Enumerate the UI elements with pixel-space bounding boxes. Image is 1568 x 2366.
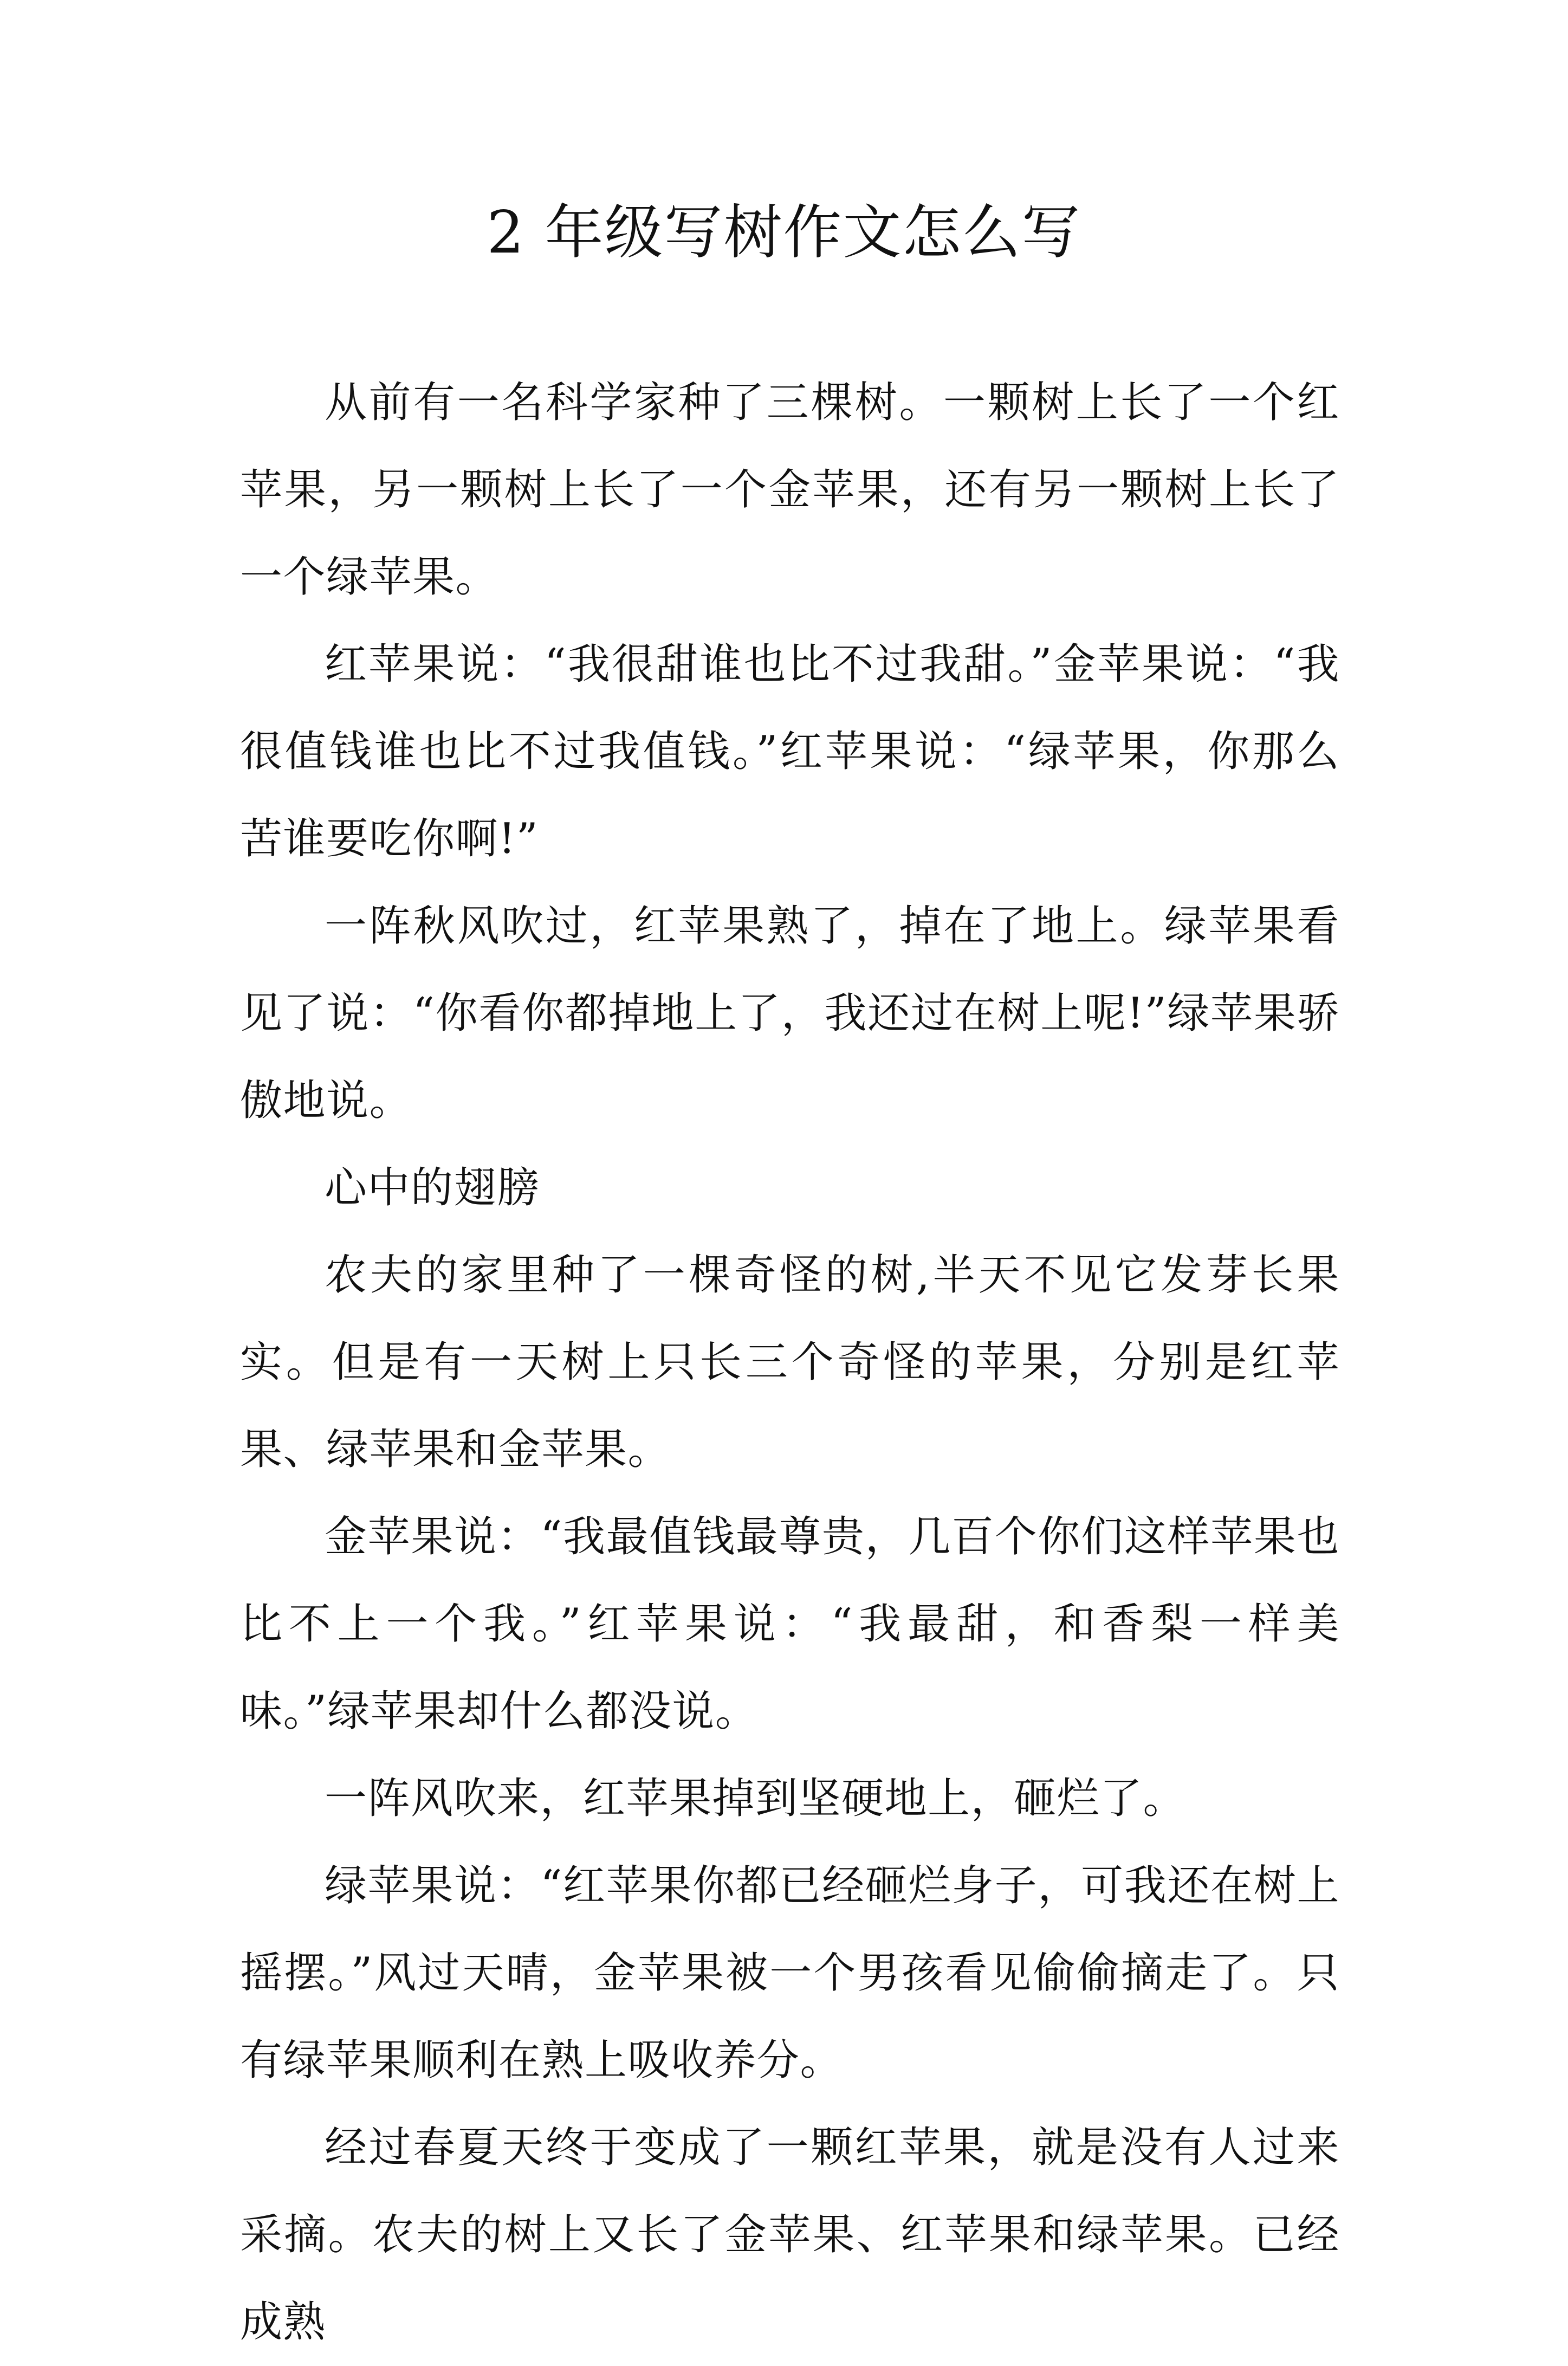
paragraph-3: 一阵秋风吹过，红苹果熟了，掉在了地上。绿苹果看见了说：“你看你都掉地上了，我还过在树上呢!”绿苹果骄傲地说。 <box>240 902 1340 1125</box>
paragraph-8: 绿苹果说：“红苹果你都已经砸烂身子，可我还在树上摇摆。”风过天晴，金苹果被一个男孩看见偷偷摘走了。只有绿苹果顺利在熟上吸收养分。 <box>240 1861 1340 2085</box>
paragraph-7: 一阵风吹来，红苹果掉到坚硬地上，砸烂了。 <box>325 1774 1187 1823</box>
section-heading: 心中的翅膀 <box>325 1163 540 1212</box>
document-title: 2 年级写树作文怎么写 <box>487 199 1081 267</box>
document-body <box>240 359 1340 2366</box>
paragraph-5: 农夫的家里种了一棵奇怪的树,半天不见它发芽长果实。但是有一天树上只长三个奇怪的苹果，分别是红苹果、绿苹果和金苹果。 <box>240 1251 1340 1474</box>
paragraph-9: 经过春夏天终于变成了一颗红苹果，就是没有人过来采摘。农夫的树上又长了金苹果、红苹果和绿苹果。已经成熟 <box>240 2123 1340 2346</box>
paragraph-2: 红苹果说：“我很甜谁也比不过我甜。”金苹果说：“我很值钱谁也比不过我值钱。”红苹果说：“绿苹果，你那么苦谁要吃你啊!” <box>240 640 1340 863</box>
paragraph-1: 从前有一名科学家种了三棵树。一颗树上长了一个红苹果，另一颗树上长了一个金苹果，还有另一颗树上长了一个绿苹果。 <box>240 378 1340 602</box>
paragraph-6: 金苹果说：“我最值钱最尊贵，几百个你们这样苹果也比不上一个我。”红苹果说：“我最甜，和香梨一样美味。”绿苹果却什么都没说。 <box>240 1512 1340 1736</box>
